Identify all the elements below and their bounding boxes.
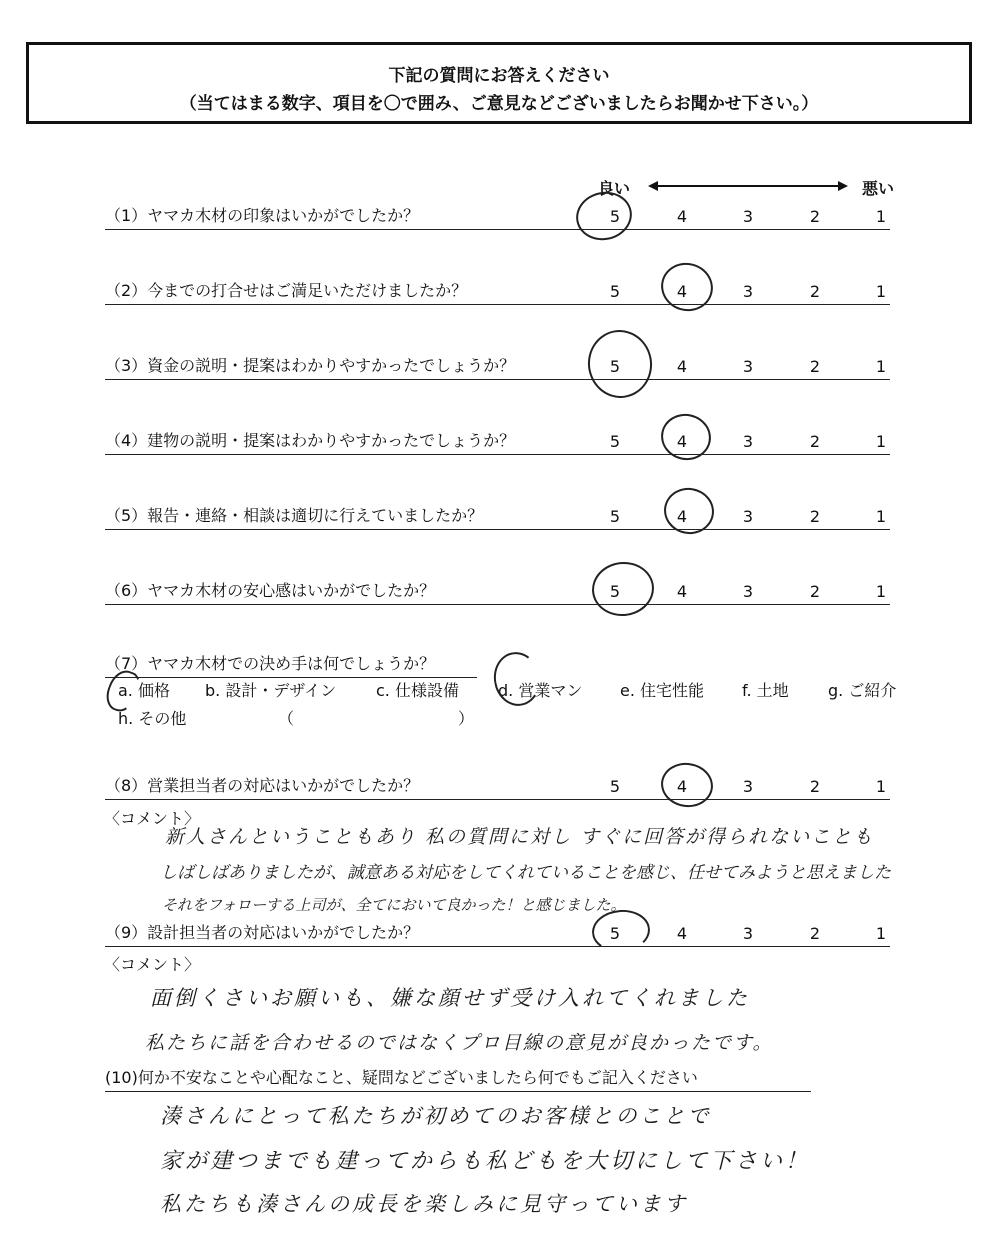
- q6-answer-circle: [589, 559, 656, 619]
- q8-comment-label: 〈コメント〉: [104, 809, 201, 828]
- scale-arrow-icon: [648, 178, 848, 194]
- q7-option-b[interactable]: b. 設計・デザイン: [205, 681, 337, 700]
- q1-rating-2[interactable]: 2: [809, 207, 821, 226]
- q1-rating-1[interactable]: 1: [875, 207, 887, 226]
- question-9-row: [105, 917, 890, 947]
- question-7-text: （7）ヤマカ木材での決め手は何でしょうか？: [105, 654, 436, 673]
- q2-rating-4[interactable]: 4: [676, 282, 688, 301]
- q6-rating-5[interactable]: 5: [609, 582, 621, 601]
- q9-comment-line-2: 私たちに話を合わせるのではなくプロ目線の意見が良かったです。: [145, 1032, 774, 1054]
- q7-option-c[interactable]: c. 仕様設備: [376, 681, 459, 700]
- instructions-box: [26, 42, 972, 124]
- question-3-row: [105, 350, 890, 380]
- q7-other-paren-open: （: [278, 709, 295, 728]
- q3-rating-3[interactable]: 3: [742, 357, 754, 376]
- q4-rating-1[interactable]: 1: [875, 432, 887, 451]
- question-2-row: [105, 275, 890, 305]
- q9-rating-2[interactable]: 2: [809, 924, 821, 943]
- q3-rating-1[interactable]: 1: [875, 357, 887, 376]
- question-4-text: （4）建物の説明・提案はわかりやすかったでしょうか？: [105, 431, 516, 450]
- question-8-text: （8）営業担当者の対応はいかがでしたか？: [105, 776, 420, 795]
- q8-rating-3[interactable]: 3: [742, 777, 754, 796]
- question-10-row: [105, 1062, 811, 1092]
- q2-rating-2[interactable]: 2: [809, 282, 821, 301]
- q3-rating-5[interactable]: 5: [609, 357, 621, 376]
- q5-rating-3[interactable]: 3: [742, 507, 754, 526]
- question-1-row: [105, 200, 890, 230]
- question-10-text: (10)何か不安なことや心配なこと、疑問などございましたら何でもご記入ください: [105, 1068, 698, 1087]
- q7-option-a[interactable]: a. 価格: [118, 681, 170, 700]
- question-5-text: （5）報告・連絡・相談は適切に行えていましたか？: [105, 506, 484, 525]
- q6-rating-1[interactable]: 1: [875, 582, 887, 601]
- q2-rating-5[interactable]: 5: [609, 282, 621, 301]
- question-5-row: [105, 500, 890, 530]
- scale-bad-label: 悪い: [862, 179, 895, 198]
- q8-comment-line-3: それをフォローする上司が、全てにおいて良かった！と感じました。: [162, 896, 626, 914]
- q8-rating-1[interactable]: 1: [875, 777, 887, 796]
- q6-rating-4[interactable]: 4: [676, 582, 688, 601]
- q5-rating-1[interactable]: 1: [875, 507, 887, 526]
- q4-rating-4[interactable]: 4: [676, 432, 688, 451]
- q7-option-f[interactable]: f. 土地: [742, 681, 789, 700]
- q6-rating-3[interactable]: 3: [742, 582, 754, 601]
- q7-option-h[interactable]: h. その他: [118, 709, 187, 728]
- q8-rating-2[interactable]: 2: [809, 777, 821, 796]
- q2-rating-3[interactable]: 3: [742, 282, 754, 301]
- q7-other-paren-close: ）: [458, 709, 475, 728]
- q1-rating-4[interactable]: 4: [676, 207, 688, 226]
- q2-rating-1[interactable]: 1: [875, 282, 887, 301]
- q9-rating-4[interactable]: 4: [676, 924, 688, 943]
- q4-rating-5[interactable]: 5: [609, 432, 621, 451]
- q4-rating-2[interactable]: 2: [809, 432, 821, 451]
- q5-rating-5[interactable]: 5: [609, 507, 621, 526]
- question-4-row: [105, 425, 890, 455]
- q3-rating-4[interactable]: 4: [676, 357, 688, 376]
- question-6-row: [105, 575, 890, 605]
- q5-rating-2[interactable]: 2: [809, 507, 821, 526]
- q4-rating-3[interactable]: 3: [742, 432, 754, 451]
- q1-rating-3[interactable]: 3: [742, 207, 754, 226]
- q8-answer-circle: [658, 760, 716, 811]
- q3-rating-2[interactable]: 2: [809, 357, 821, 376]
- survey-title: 下記の質問にお答えください: [388, 66, 610, 86]
- q8-comment-line-1: 新人さんということもあり 私の質問に対し すぐに回答が得られないことも: [165, 826, 875, 848]
- q7-option-g[interactable]: g. ご紹介: [828, 681, 897, 700]
- question-8-row: [105, 770, 890, 800]
- q5-rating-4[interactable]: 4: [676, 507, 688, 526]
- survey-instruction: （当てはまる数字、項目を〇で囲み、ご意見などございましたらお聞かせ下さい。）: [179, 94, 819, 114]
- q2-answer-circle: [656, 257, 719, 317]
- q8-rating-5[interactable]: 5: [609, 777, 621, 796]
- q7-option-e[interactable]: e. 住宅性能: [620, 681, 705, 700]
- q6-rating-2[interactable]: 2: [809, 582, 821, 601]
- q9-rating-3[interactable]: 3: [742, 924, 754, 943]
- question-6-text: （6）ヤマカ木材の安心感はいかがでしたか？: [105, 581, 436, 600]
- question-9-text: （9）設計担当者の対応はいかがでしたか？: [105, 923, 420, 942]
- scale-good-label: 良い: [598, 179, 631, 198]
- q10-comment-line-3: 私たちも湊さんの成長を楽しみに見守っています: [160, 1192, 688, 1216]
- q3-answer-circle: [584, 326, 657, 402]
- q1-rating-5[interactable]: 5: [609, 207, 621, 226]
- q9-comment-label: 〈コメント〉: [104, 955, 201, 974]
- question-1-text: （1）ヤマカ木材の印象はいかがでしたか？: [105, 206, 420, 225]
- q7-option-d[interactable]: d. 営業マン: [498, 681, 583, 700]
- q9-rating-1[interactable]: 1: [875, 924, 887, 943]
- question-3-text: （3）資金の説明・提案はわかりやすかったでしょうか？: [105, 356, 516, 375]
- q9-rating-5[interactable]: 5: [609, 924, 621, 943]
- q9-comment-line-1: 面倒くさいお願いも、嫌な顔せず受け入れてくれました: [150, 986, 750, 1010]
- q8-comment-line-2: しばしばありましたが、誠意ある対応をしてくれていることを感じ、任せてみようと思えました: [160, 863, 891, 883]
- q10-comment-line-1: 湊さんにとって私たちが初めてのお客様とのことで: [160, 1104, 712, 1128]
- q4-answer-circle: [657, 409, 715, 464]
- q8-rating-4[interactable]: 4: [676, 777, 688, 796]
- question-7-row: [105, 648, 477, 678]
- question-2-text: （2）今までの打合せはご満足いただけましたか？: [105, 281, 468, 300]
- q10-comment-line-2: 家が建つまでも建ってからも私どもを大切にして下さい！: [160, 1149, 811, 1174]
